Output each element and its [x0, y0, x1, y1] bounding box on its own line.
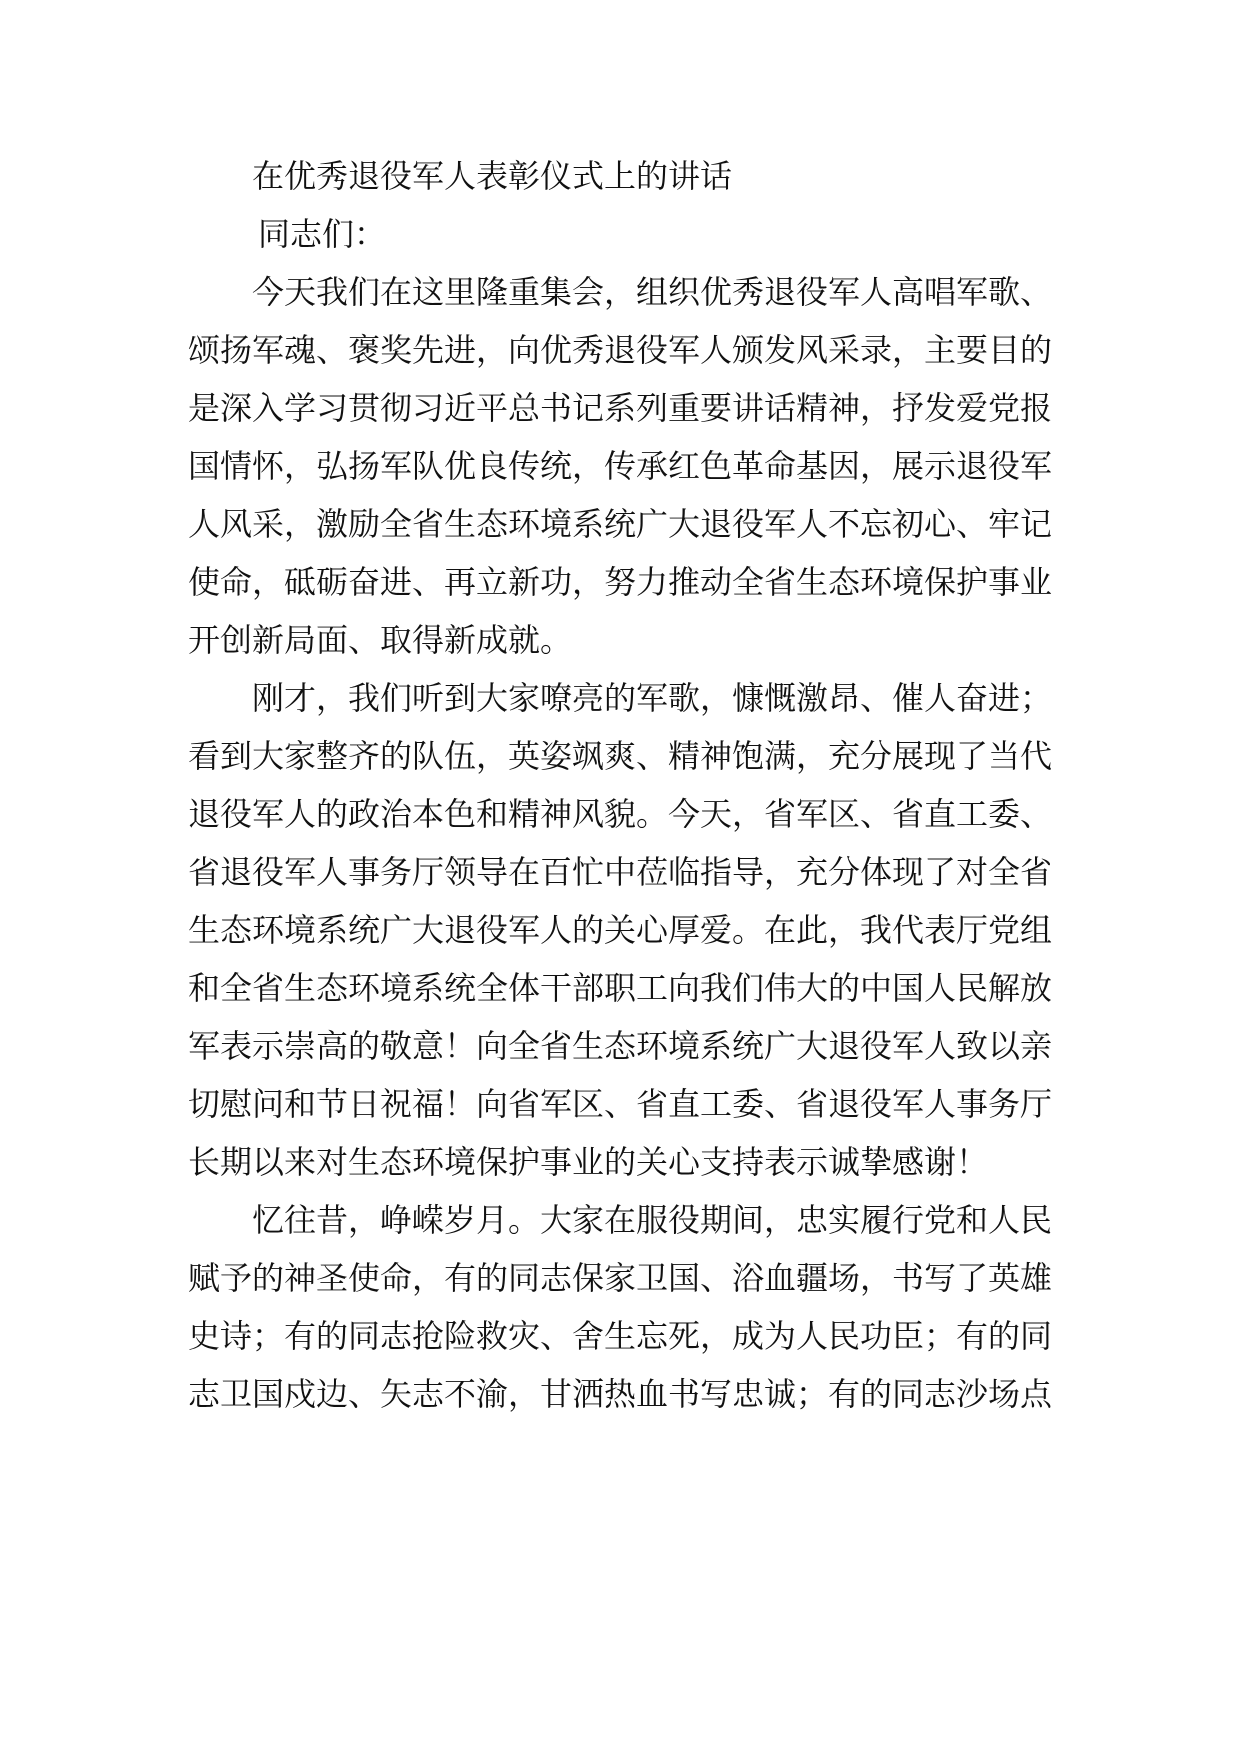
text-line: 切慰问和节日祝福！向省军区、省直工委、省退役军人事务厅 — [188, 1085, 1053, 1123]
text-line: 军表示崇高的敬意！向全省生态环境系统广大退役军人致以亲 — [188, 1027, 1053, 1065]
text-line: 看到大家整齐的队伍，英姿飒爽、精神饱满，充分展现了当代 — [188, 737, 1053, 775]
text-line: 刚才，我们听到大家嘹亮的军歌，慷慨激昂、催人奋进； — [252, 679, 1053, 717]
text-line: 和全省生态环境系统全体干部职工向我们伟大的中国人民解放 — [188, 969, 1053, 1007]
text-line: 赋予的神圣使命，有的同志保家卫国、浴血疆场，书写了英雄 — [188, 1259, 1053, 1297]
salutation: 同志们： — [258, 215, 387, 253]
text-line: 颂扬军魂、褒奖先进，向优秀退役军人颁发风采录，主要目的 — [188, 331, 1053, 369]
text-line: 退役军人的政治本色和精神风貌。今天，省军区、省直工委、 — [188, 795, 1053, 833]
text-line: 省退役军人事务厅领导在百忙中莅临指导，充分体现了对全省 — [188, 853, 1053, 891]
text-line: 是深入学习贯彻习近平总书记系列重要讲话精神，抒发爱党报 — [188, 389, 1053, 427]
text-line: 史诗；有的同志抢险救灾、舍生忘死，成为人民功臣；有的同 — [188, 1317, 1053, 1355]
text-line: 生态环境系统广大退役军人的关心厚爱。在此，我代表厅党组 — [188, 911, 1053, 949]
text-line: 忆往昔，峥嵘岁月。大家在服役期间，忠实履行党和人民 — [252, 1201, 1053, 1239]
text-line: 人风采，激励全省生态环境系统广大退役军人不忘初心、牢记 — [188, 505, 1053, 543]
text-line: 国情怀，弘扬军队优良传统，传承红色革命基因，展示退役军 — [188, 447, 1053, 485]
document-title: 在优秀退役军人表彰仪式上的讲话 — [252, 157, 733, 195]
text-line: 今天我们在这里隆重集会，组织优秀退役军人高唱军歌、 — [252, 273, 1053, 311]
text-line: 长期以来对生态环境保护事业的关心支持表示诚挚感谢！ — [188, 1143, 989, 1181]
text-line: 使命，砥砺奋进、再立新功，努力推动全省生态环境保护事业 — [188, 563, 1053, 601]
text-line: 开创新局面、取得新成就。 — [188, 621, 573, 659]
text-line: 志卫国戍边、矢志不渝，甘洒热血书写忠诚；有的同志沙场点 — [188, 1375, 1053, 1413]
